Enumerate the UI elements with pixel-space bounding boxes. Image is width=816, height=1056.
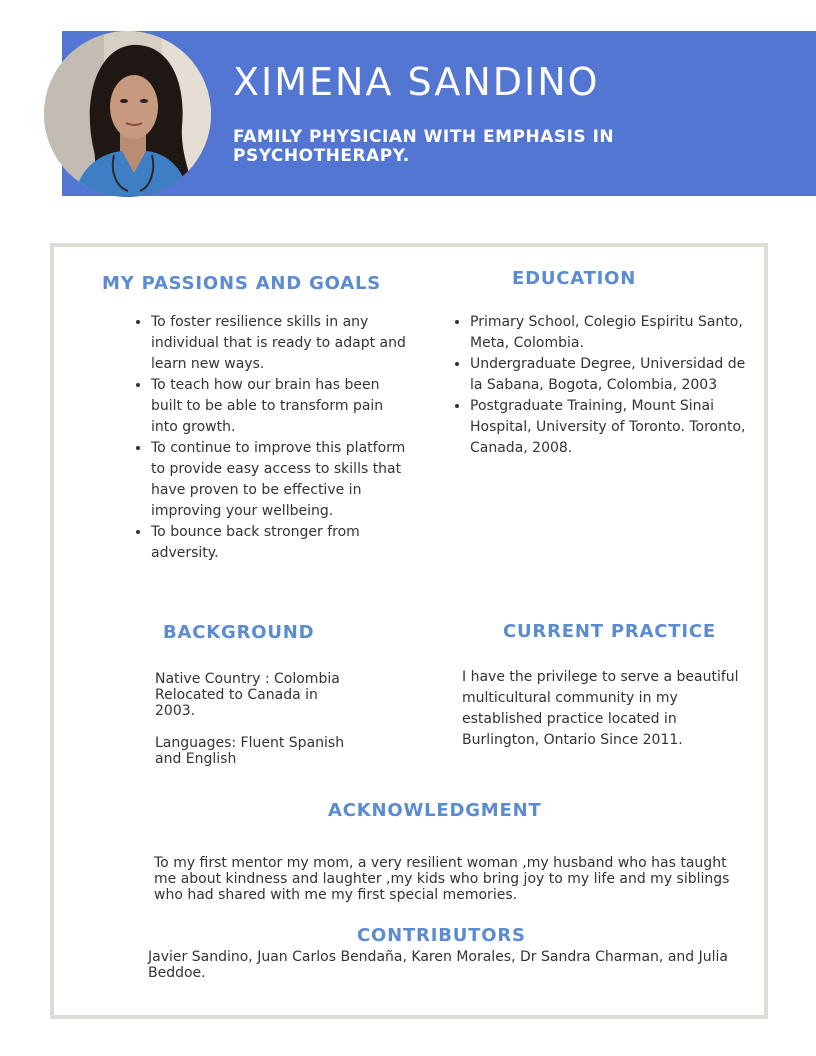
passions-item: • To teach how our brain has been built to be able to transform pain into growth.: [151, 375, 413, 438]
profile-photo: [44, 31, 211, 197]
contributors-text: Javier Sandino, Juan Carlos Bendaña, Karen Morales, Dr Sandra Charman, and Julia Beddoe.: [148, 949, 728, 981]
passions-heading: MY PASSIONS AND GOALS: [102, 273, 382, 294]
person-subtitle: FAMILY PHYSICIAN WITH EMPHASIS IN PSYCHOTHERAPY.: [233, 127, 615, 166]
background-languages: Languages: Fluent Spanish and English: [155, 735, 345, 767]
education-item: • Primary School, Colegio Espiritu Santo, Meta, Colombia.: [470, 312, 746, 354]
contributors-heading: CONTRIBUTORS: [357, 925, 526, 946]
acknowledgment-heading: ACKNOWLEDGMENT: [328, 800, 542, 821]
education-heading: EDUCATION: [512, 268, 637, 289]
practice-heading: CURRENT PRACTICE: [503, 621, 716, 642]
background-country: Native Country : Colombia Relocated to Canada in 2003.: [155, 671, 340, 719]
background-heading: BACKGROUND: [163, 622, 315, 643]
person-name: XIMENA SANDINO: [233, 60, 600, 104]
education-list: [452, 312, 746, 459]
passions-item: • To bounce back stronger from adversity.: [151, 522, 413, 564]
education-item: • Postgraduate Training, Mount Sinai Hospital, University of Toronto. Toronto, Canada, 2008.: [470, 396, 746, 459]
passions-item: • To foster resilience skills in any individual that is ready to adapt and learn new ways.: [151, 312, 413, 375]
education-item: • Undergraduate Degree, Universidad de la Sabana, Bogota, Colombia, 2003: [470, 354, 746, 396]
acknowledgment-text: To my first mentor my mom, a very resilient woman ,my husband who has taught me about kindness and laughter ,my kids who bring joy to my life and my siblings who had shared with me my first special memories.: [154, 855, 730, 903]
portrait-image: [44, 31, 211, 197]
passions-item: • To continue to improve this platform to provide easy access to skills that have proven to be effective in improving your wellbeing.: [151, 438, 413, 522]
passions-list: [133, 312, 413, 564]
practice-text: I have the privilege to serve a beautiful multicultural community in my established practice located in Burlington, Ontario Since 2011.: [462, 669, 739, 748]
